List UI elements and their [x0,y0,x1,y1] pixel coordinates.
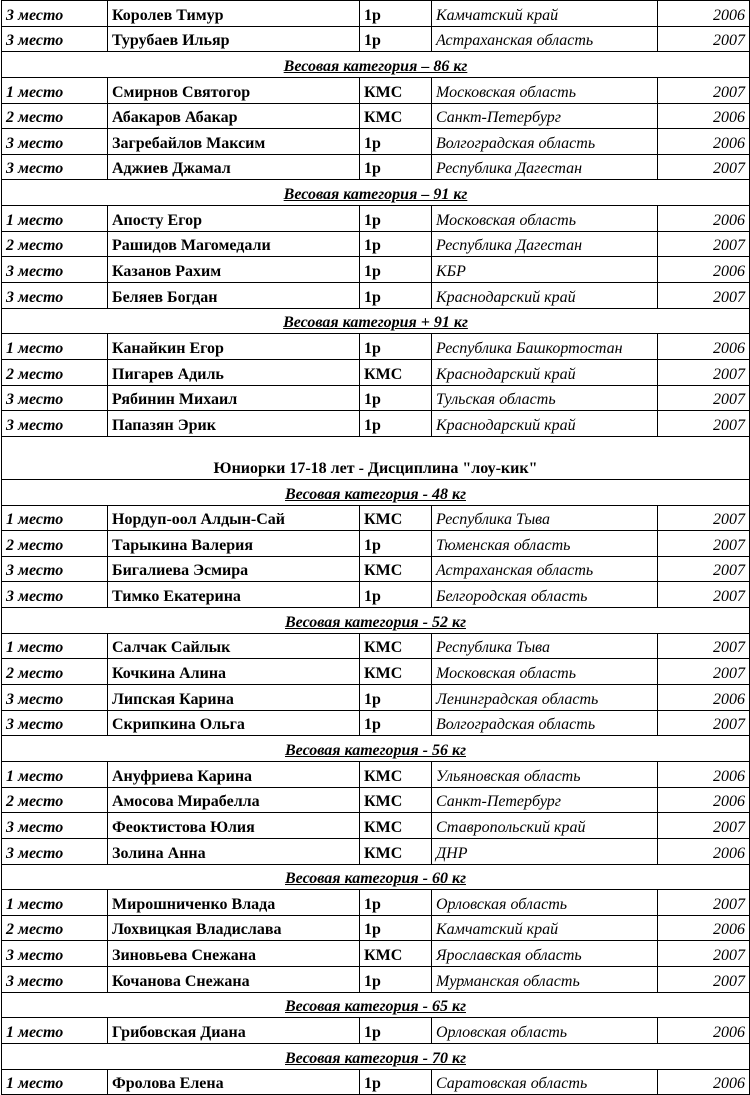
table-row [2,385,750,411]
athlete-name-cell: Загребайлов Максим [108,129,360,155]
birth-year-cell: 2007 [658,890,750,916]
rank-cell: 1р [360,385,432,411]
section-row [2,436,750,479]
region-cell: Санкт-Петербург [432,103,658,129]
region-cell: Республика Тыва [432,505,658,531]
place-cell: 3 место [2,941,108,967]
weight-category-heading: Весовая категория - 48 кг [2,479,750,505]
table-row [2,103,750,129]
table-row [2,154,750,180]
birth-year-cell: 2007 [658,531,750,557]
athlete-name-cell: Нордуп-оол Алдын-Сай [108,505,360,531]
rank-cell: КМС [360,633,432,659]
athlete-name-cell: Феоктистова Юлия [108,813,360,839]
birth-year-cell: 2006 [658,206,750,232]
rank-cell: 1р [360,890,432,916]
birth-year-cell: 2006 [658,838,750,864]
place-cell: 1 место [2,761,108,787]
athlete-name-cell: Королев Тимур [108,1,360,27]
table-row [2,685,750,711]
region-cell: Камчатский край [432,915,658,941]
place-cell: 2 место [2,787,108,813]
region-cell: Республика Тыва [432,633,658,659]
results-table-body [2,1,750,1095]
birth-year-cell: 2006 [658,103,750,129]
region-cell: Астраханская область [432,556,658,582]
athlete-name-cell: Апосту Егор [108,206,360,232]
rank-cell: 1р [360,1,432,27]
weight-category-row [2,992,750,1018]
place-cell: 3 место [2,411,108,437]
birth-year-cell: 2007 [658,385,750,411]
athlete-name-cell: Бигалиева Эсмира [108,556,360,582]
athlete-name-cell: Смирнов Святогор [108,77,360,103]
birth-year-cell: 2007 [658,710,750,736]
athlete-name-cell: Липская Карина [108,685,360,711]
weight-category-heading: Весовая категория - 52 кг [2,608,750,634]
place-cell: 3 место [2,838,108,864]
place-cell: 3 место [2,257,108,283]
birth-year-cell: 2007 [658,659,750,685]
birth-year-cell: 2006 [658,1,750,27]
table-row [2,915,750,941]
rank-cell: 1р [360,231,432,257]
athlete-name-cell: Грибовская Диана [108,1018,360,1044]
rank-cell: 1р [360,154,432,180]
table-row [2,941,750,967]
birth-year-cell: 2007 [658,967,750,993]
place-cell: 3 место [2,129,108,155]
table-row [2,813,750,839]
birth-year-cell: 2007 [658,582,750,608]
region-cell: Камчатский край [432,1,658,27]
rank-cell: 1р [360,334,432,360]
table-row [2,633,750,659]
region-cell: Краснодарский край [432,283,658,309]
athlete-name-cell: Тимко Екатерина [108,582,360,608]
place-cell: 1 место [2,1069,108,1095]
place-cell: 1 место [2,505,108,531]
place-cell: 1 место [2,633,108,659]
weight-category-heading: Весовая категория + 91 кг [2,308,750,334]
table-row [2,1018,750,1044]
birth-year-cell: 2006 [658,1069,750,1095]
section-heading: Юниорки 17-18 лет - Дисциплина "лоу-кик" [2,436,750,479]
rank-cell: 1р [360,685,432,711]
birth-year-cell: 2007 [658,231,750,257]
birth-year-cell: 2007 [658,359,750,385]
athlete-name-cell: Ануфриева Карина [108,761,360,787]
birth-year-cell: 2006 [658,685,750,711]
table-row [2,231,750,257]
athlete-name-cell: Папазян Эрик [108,411,360,437]
birth-year-cell: 2007 [658,505,750,531]
region-cell: Мурманская область [432,967,658,993]
place-cell: 3 место [2,556,108,582]
rank-cell: 1р [360,1018,432,1044]
weight-category-heading: Весовая категория - 65 кг [2,992,750,1018]
rank-cell: КМС [360,813,432,839]
table-row [2,334,750,360]
table-row [2,787,750,813]
weight-category-row [2,180,750,206]
region-cell: Орловская область [432,890,658,916]
region-cell: КБР [432,257,658,283]
region-cell: Краснодарский край [432,359,658,385]
athlete-name-cell: Рябинин Михаил [108,385,360,411]
birth-year-cell: 2007 [658,556,750,582]
rank-cell: КМС [360,838,432,864]
table-row [2,582,750,608]
table-row [2,1,750,27]
birth-year-cell: 2007 [658,26,750,52]
region-cell: Ульяновская область [432,761,658,787]
athlete-name-cell: Золина Анна [108,838,360,864]
birth-year-cell: 2006 [658,761,750,787]
rank-cell: КМС [360,77,432,103]
region-cell: Тульская область [432,385,658,411]
table-row [2,1069,750,1095]
region-cell: Республика Башкортостан [432,334,658,360]
birth-year-cell: 2007 [658,813,750,839]
rank-cell: 1р [360,1069,432,1095]
table-row [2,531,750,557]
rank-cell: 1р [360,411,432,437]
place-cell: 3 место [2,1,108,27]
place-cell: 2 место [2,103,108,129]
rank-cell: КМС [360,556,432,582]
place-cell: 3 место [2,710,108,736]
athlete-name-cell: Аджиев Джамал [108,154,360,180]
place-cell: 2 место [2,659,108,685]
place-cell: 2 место [2,359,108,385]
region-cell: Ставропольский край [432,813,658,839]
birth-year-cell: 2007 [658,941,750,967]
place-cell: 1 место [2,206,108,232]
birth-year-cell: 2006 [658,257,750,283]
region-cell: Волгоградская область [432,710,658,736]
rank-cell: КМС [360,505,432,531]
weight-category-row [2,864,750,890]
athlete-name-cell: Тарыкина Валерия [108,531,360,557]
place-cell: 1 место [2,890,108,916]
table-row [2,206,750,232]
weight-category-row [2,1043,750,1069]
birth-year-cell: 2006 [658,915,750,941]
rank-cell: 1р [360,710,432,736]
rank-cell: 1р [360,531,432,557]
table-row [2,359,750,385]
birth-year-cell: 2007 [658,154,750,180]
athlete-name-cell: Канайкин Егор [108,334,360,360]
athlete-name-cell: Амосова Мирабелла [108,787,360,813]
place-cell: 3 место [2,26,108,52]
athlete-name-cell: Беляев Богдан [108,283,360,309]
place-cell: 3 место [2,385,108,411]
region-cell: Ленинградская область [432,685,658,711]
rank-cell: 1р [360,257,432,283]
athlete-name-cell: Салчак Сайлык [108,633,360,659]
place-cell: 2 место [2,915,108,941]
region-cell: Астраханская область [432,26,658,52]
weight-category-row [2,308,750,334]
table-row [2,77,750,103]
region-cell: Волгоградская область [432,129,658,155]
athlete-name-cell: Кочкина Алина [108,659,360,685]
athlete-name-cell: Абакаров Абакар [108,103,360,129]
region-cell: Орловская область [432,1018,658,1044]
athlete-name-cell: Турубаев Ильяр [108,26,360,52]
place-cell: 3 место [2,283,108,309]
rank-cell: 1р [360,26,432,52]
place-cell: 3 место [2,582,108,608]
place-cell: 3 место [2,967,108,993]
birth-year-cell: 2006 [658,787,750,813]
birth-year-cell: 2006 [658,129,750,155]
birth-year-cell: 2007 [658,283,750,309]
region-cell: Московская область [432,659,658,685]
rank-cell: 1р [360,582,432,608]
rank-cell: 1р [360,967,432,993]
region-cell: ДНР [432,838,658,864]
table-row [2,838,750,864]
table-row [2,967,750,993]
rank-cell: КМС [360,941,432,967]
birth-year-cell: 2006 [658,1018,750,1044]
weight-category-row [2,479,750,505]
region-cell: Саратовская область [432,1069,658,1095]
weight-category-heading: Весовая категория – 86 кг [2,52,750,78]
region-cell: Республика Дагестан [432,154,658,180]
place-cell: 2 место [2,531,108,557]
place-cell: 1 место [2,1018,108,1044]
rank-cell: 1р [360,206,432,232]
table-row [2,26,750,52]
athlete-name-cell: Мирошниченко Влада [108,890,360,916]
region-cell: Ярославская область [432,941,658,967]
place-cell: 1 место [2,334,108,360]
region-cell: Московская область [432,206,658,232]
table-row [2,556,750,582]
table-row [2,761,750,787]
athlete-name-cell: Пигарев Адиль [108,359,360,385]
region-cell: Московская область [432,77,658,103]
rank-cell: КМС [360,761,432,787]
place-cell: 3 место [2,685,108,711]
athlete-name-cell: Скрипкина Ольга [108,710,360,736]
place-cell: 3 место [2,813,108,839]
weight-category-row [2,736,750,762]
birth-year-cell: 2006 [658,334,750,360]
table-row [2,505,750,531]
birth-year-cell: 2007 [658,77,750,103]
weight-category-heading: Весовая категория – 91 кг [2,180,750,206]
place-cell: 2 место [2,231,108,257]
place-cell: 3 место [2,154,108,180]
results-table [1,0,750,1095]
rank-cell: КМС [360,659,432,685]
rank-cell: КМС [360,787,432,813]
birth-year-cell: 2007 [658,633,750,659]
weight-category-row [2,608,750,634]
rank-cell: КМС [360,103,432,129]
table-row [2,659,750,685]
athlete-name-cell: Казанов Рахим [108,257,360,283]
birth-year-cell: 2007 [658,411,750,437]
rank-cell: 1р [360,915,432,941]
table-row [2,283,750,309]
athlete-name-cell: Кочанова Снежана [108,967,360,993]
table-row [2,411,750,437]
region-cell: Республика Дагестан [432,231,658,257]
athlete-name-cell: Лохвицкая Владислава [108,915,360,941]
table-row [2,257,750,283]
weight-category-heading: Весовая категория - 70 кг [2,1043,750,1069]
rank-cell: КМС [360,359,432,385]
weight-category-heading: Весовая категория - 56 кг [2,736,750,762]
table-row [2,890,750,916]
place-cell: 1 место [2,77,108,103]
region-cell: Санкт-Петербург [432,787,658,813]
table-row [2,129,750,155]
table-row [2,710,750,736]
athlete-name-cell: Фролова Елена [108,1069,360,1095]
rank-cell: 1р [360,283,432,309]
rank-cell: 1р [360,129,432,155]
weight-category-row [2,52,750,78]
athlete-name-cell: Рашидов Магомедали [108,231,360,257]
region-cell: Краснодарский край [432,411,658,437]
athlete-name-cell: Зиновьева Снежана [108,941,360,967]
region-cell: Тюменская область [432,531,658,557]
region-cell: Белгородская область [432,582,658,608]
weight-category-heading: Весовая категория - 60 кг [2,864,750,890]
